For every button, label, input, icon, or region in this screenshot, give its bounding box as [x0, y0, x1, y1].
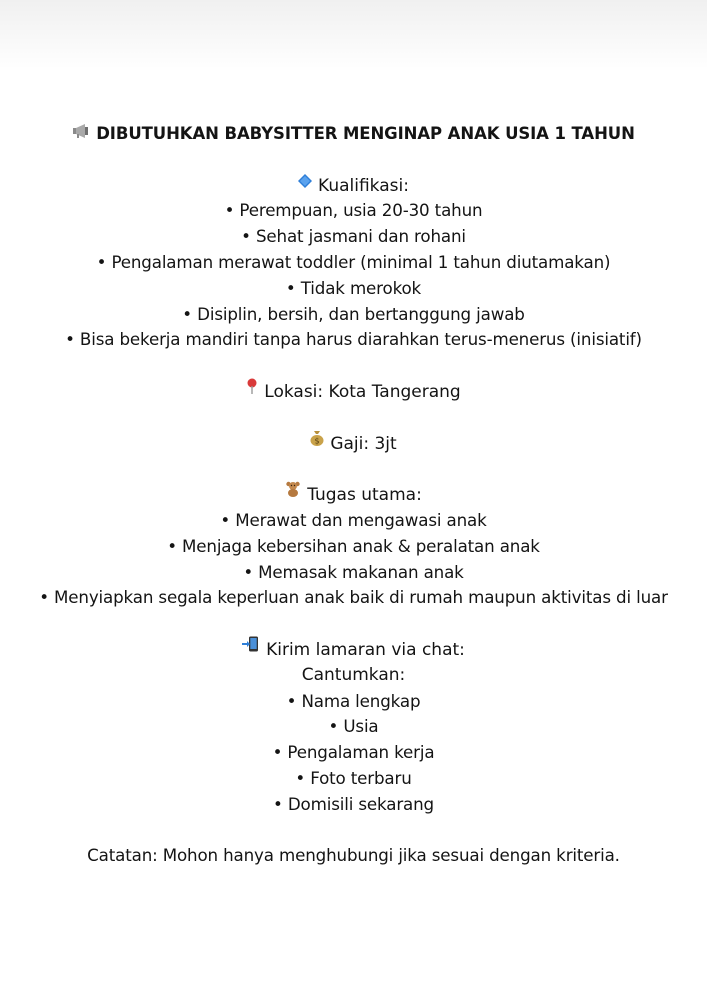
kirim-item: • Foto terbaru [295, 767, 412, 788]
tugas-heading-text: Tugas utama: [307, 485, 422, 506]
kualifikasi-item: • Perempuan, usia 20-30 tahun [224, 200, 483, 221]
money-bag-icon [310, 429, 324, 455]
kirim-item: • Usia [328, 716, 379, 737]
kirim-heading [0, 637, 707, 663]
gaji-line [0, 431, 707, 457]
kirim-heading-text: Kirim lamaran via chat: [266, 639, 465, 660]
kualifikasi-item: • Bisa bekerja mandiri tanpa harus diarahkan terus-menerus (inisiatif) [65, 329, 642, 350]
megaphone-icon [72, 120, 90, 146]
tugas-item: • Menyiapkan segala keperluan anak baik di rumah maupun aktivitas di luar [39, 587, 668, 608]
page-top-shadow [0, 0, 707, 70]
kualifikasi-heading [0, 173, 707, 199]
kualifikasi-heading-text: Kualifikasi: [318, 175, 409, 196]
spacer [0, 456, 707, 482]
kirim-subheading: Cantumkan: [301, 664, 406, 685]
kualifikasi-item: • Pengalaman merawat toddler (minimal 1 tahun diutamakan) [96, 251, 611, 272]
posting-title [0, 121, 707, 147]
title-text: DIBUTUHKAN BABYSITTER MENGINAP ANAK USIA 1 TAHUN [96, 124, 635, 143]
pin-icon [246, 377, 258, 403]
kirim-item: • Pengalaman kerja [272, 742, 435, 763]
kualifikasi-item: • Disiplin, bersih, dan bertanggung jawab [182, 303, 525, 324]
tugas-item: • Memasak makanan anak [243, 561, 464, 582]
spacer [0, 611, 707, 637]
phone-arrow-icon [242, 635, 260, 661]
kualifikasi-item: • Sehat jasmani dan rohani [241, 226, 466, 247]
gaji-text: Gaji: 3jt [330, 433, 397, 454]
lokasi-text: Lokasi: Kota Tangerang [264, 381, 461, 402]
kualifikasi-item: • Tidak merokok [285, 277, 422, 298]
posting-content [0, 121, 707, 869]
spacer [0, 818, 707, 844]
spacer [0, 353, 707, 379]
spacer [0, 405, 707, 431]
blue-diamond-icon [298, 171, 312, 197]
spacer [0, 147, 707, 173]
svg-text:$: $ [314, 436, 320, 446]
kirim-item: • Domisili sekarang [273, 793, 434, 814]
teddy-bear-icon [285, 480, 301, 506]
tugas-heading [0, 482, 707, 508]
kirim-item: • Nama lengkap [286, 690, 421, 711]
catatan-note: Catatan: Mohon hanya menghubungi jika sesuai dengan kriteria. [87, 845, 620, 866]
lokasi-line [0, 379, 707, 405]
tugas-item: • Menjaga kebersihan anak & peralatan anak [167, 535, 540, 556]
tugas-item: • Merawat dan mengawasi anak [220, 509, 487, 530]
